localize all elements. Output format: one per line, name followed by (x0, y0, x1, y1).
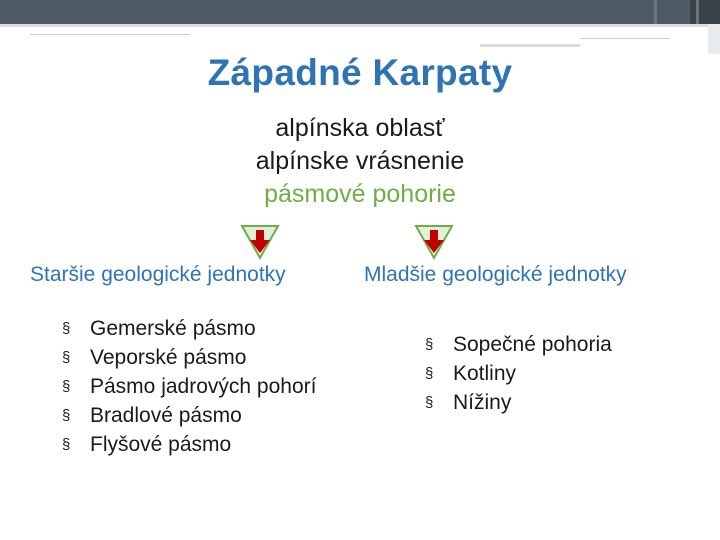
header-underline (0, 24, 720, 27)
list-item-text: Flyšové pásmo (90, 433, 232, 456)
list-item-text: Kotliny (453, 362, 517, 385)
list-item (62, 401, 322, 430)
down-arrow-icon (414, 224, 454, 260)
list-item (425, 359, 705, 388)
header-bar (0, 0, 720, 24)
subtitle-line-1: alpínska oblasť (275, 114, 445, 142)
right-edge-decoration (708, 24, 720, 54)
down-arrow-icon (240, 224, 280, 260)
bullet-icon: § (62, 378, 71, 395)
bullet-icon: § (425, 365, 434, 382)
header-separator (654, 0, 657, 24)
subtitle-line-3: pásmové pohorie (264, 180, 456, 208)
list-item-text: Veporské pásmo (90, 346, 247, 369)
bullet-icon: § (62, 349, 71, 366)
bullet-icon: § (62, 320, 71, 337)
younger-units-heading: Mladšie geologické jednotky (364, 263, 627, 286)
list-item (62, 343, 322, 372)
list-item (62, 314, 322, 343)
list-item-text: Pásmo jadrových pohorí (90, 375, 317, 398)
slide-title: Západné Karpaty (207, 52, 513, 93)
older-units-list (62, 314, 322, 459)
list-item-text: Sopečné pohoria (453, 333, 612, 356)
header-separator (696, 0, 699, 24)
list-item-text: Gemerské pásmo (90, 317, 256, 340)
list-item (425, 330, 705, 359)
bullet-icon: § (425, 336, 434, 353)
bullet-icon: § (425, 394, 434, 411)
list-item (425, 388, 705, 417)
subtitle-line-2: alpínske vrásnenie (255, 147, 465, 175)
list-item-text: Bradlové pásmo (90, 404, 242, 427)
bullet-icon: § (62, 436, 71, 453)
older-units-heading: Staršie geologické jednotky (30, 263, 286, 286)
accent-line (480, 44, 580, 47)
younger-units-list (425, 330, 705, 417)
list-item (62, 430, 322, 459)
header-bar-corner (690, 0, 720, 24)
accent-line (30, 34, 190, 35)
list-item-text: Nížiny (453, 391, 512, 414)
bullet-icon: § (62, 407, 71, 424)
accent-line (580, 38, 670, 39)
list-item (62, 372, 322, 401)
